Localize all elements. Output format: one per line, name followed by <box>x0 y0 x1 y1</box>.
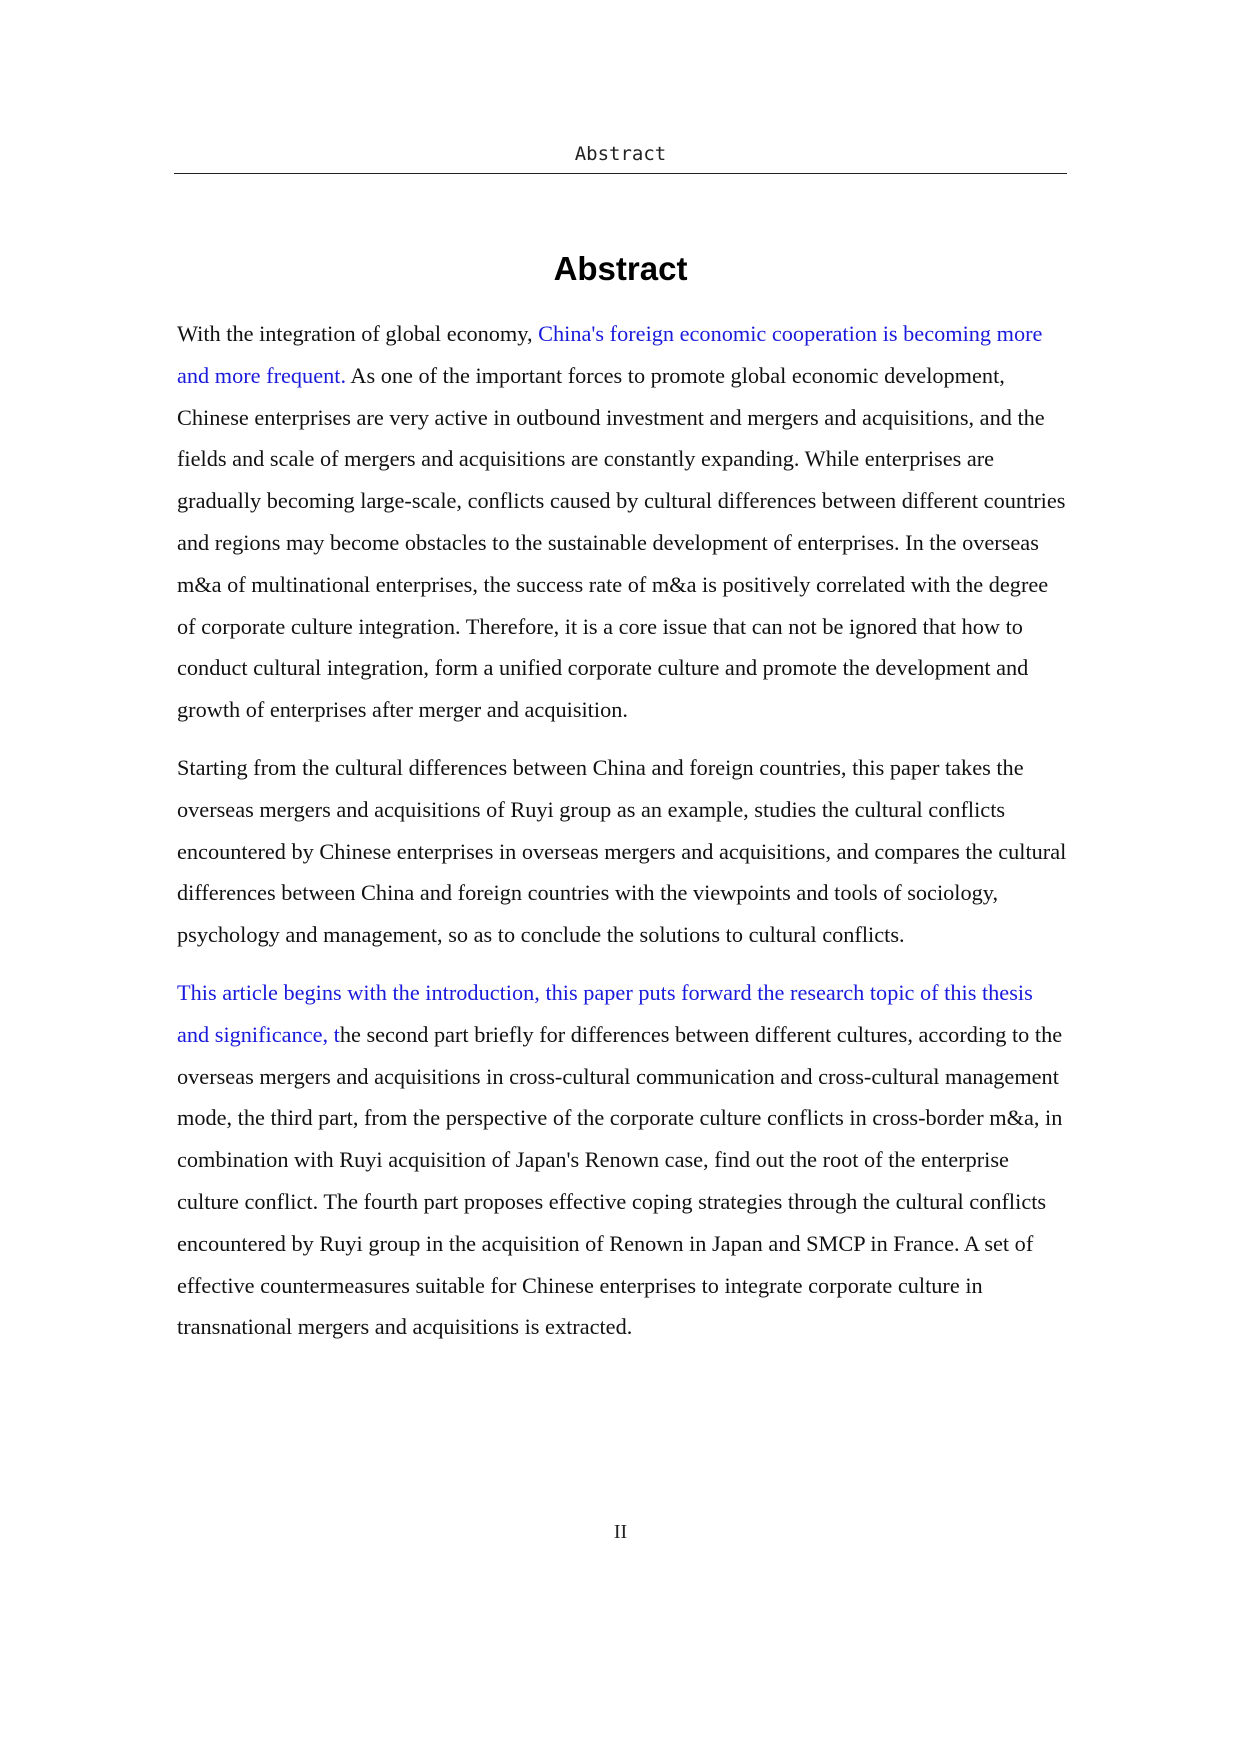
paragraph-1 <box>177 313 1067 731</box>
paragraph-2: Starting from the cultural differences between China and foreign countries, this paper takes the overseas mergers and acquisitions of Ruyi group as an example, studies the cultural conflicts encountered by Chinese enterprises in overseas mergers and acquisitions, and compares the cultural differences between China and foreign countries with the viewpoints and tools of sociology, psychology and management, so as to conclude the solutions to cultural conflicts. <box>177 754 1067 948</box>
abstract-body <box>177 313 1067 1364</box>
page-title: Abstract <box>553 250 688 287</box>
running-header: Abstract <box>574 143 667 165</box>
header-rule <box>174 173 1067 174</box>
paragraph-1-text-a: With the integration of global economy, <box>177 321 539 346</box>
paragraph-3-highlight: This article begins with the introduction, this paper puts forward the research topic of this thesis and significance, t <box>177 979 1033 1047</box>
paragraph-3-text: he second part briefly for differences between different cultures, according to the overseas mergers and acquisitions in cross-cultural communication and cross-cultural management mode, the third part, from the perspective of the corporate culture conflicts in cross-border m&a, in combination with Ruyi acquisition of Japan's Renown case, find out the root of the enterprise culture conflict. The fourth part proposes effective coping strategies through the cultural conflicts encountered by Ruyi group in the acquisition of Renown in Japan and SMCP in France. A set of effective countermeasures suitable for Chinese enterprises to integrate corporate culture in transnational mergers and acquisitions is extracted. <box>177 1021 1063 1340</box>
paragraph-1-text-b: As one of the important forces to promote global economic development, Chinese enterprises are very active in outbound investment and mergers and acquisitions, and the fields and scale of mergers and acquisitions are constantly expanding. While enterprises are gradually becoming large-scale, conflicts caused by cultural differences between different countries and regions may become obstacles to the sustainable development of enterprises. In the overseas m&a of multinational enterprises, the success rate of m&a is positively correlated with the degree of corporate culture integration. Therefore, it is a core issue that can not be ignored that how to conduct cultural integration, form a unified corporate culture and promote the development and growth of enterprises after merger and acquisition. <box>177 362 1066 723</box>
paragraph-3 <box>177 972 1067 1348</box>
page-number: II <box>613 1521 628 1543</box>
paragraph-1-highlight: China's foreign economic cooperation is becoming more and more frequent. <box>177 321 1043 388</box>
